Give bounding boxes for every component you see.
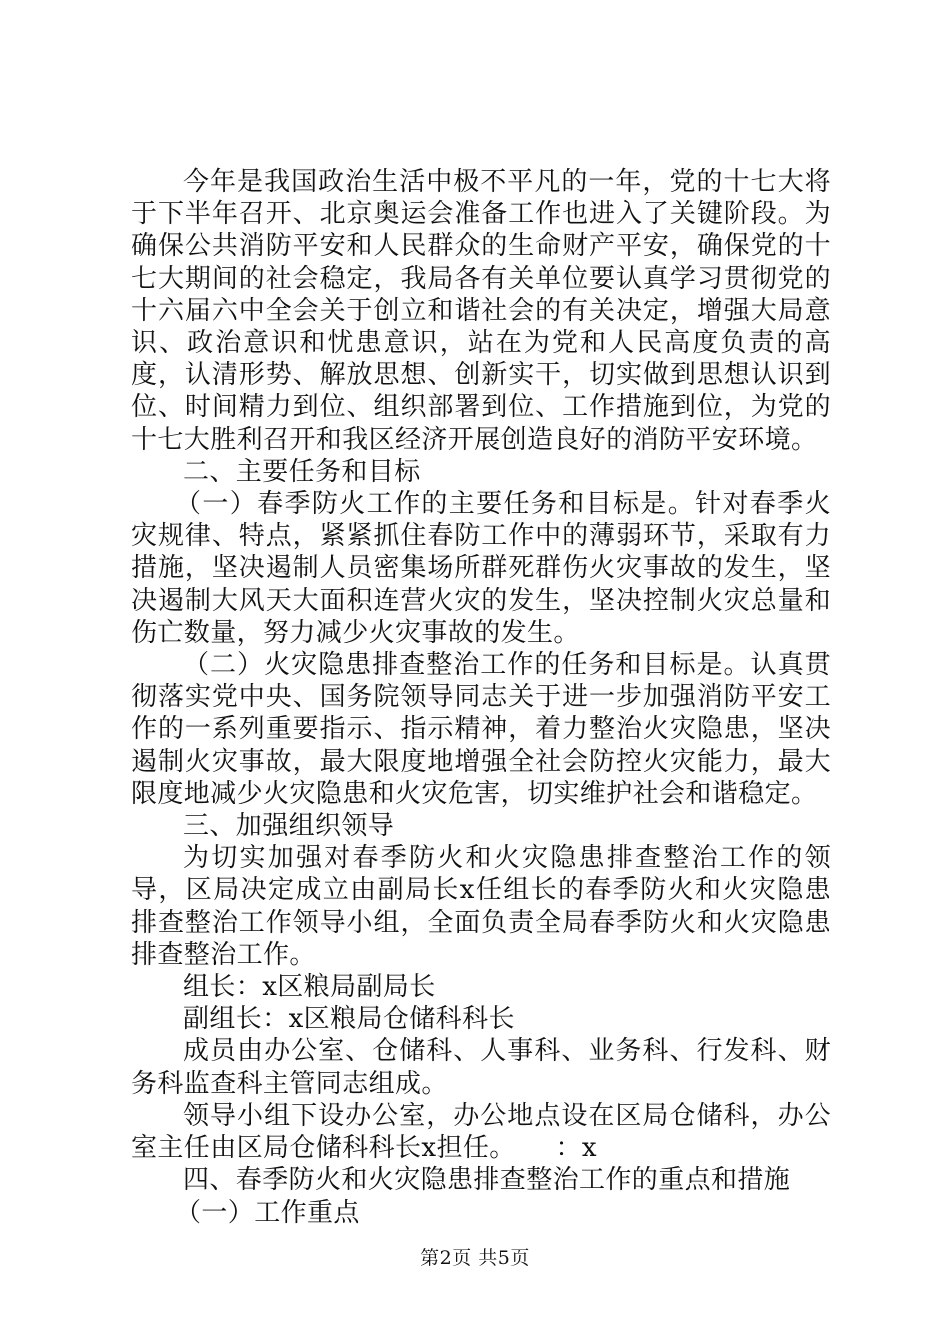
paragraph-task-2: （二）火灾隐患排查整治工作的任务和目标是。认真贯彻落实党中央、国务院领导同志关于进一步加强消防平安工作的一系列重要指示、指示精神，着力整治火灾隐患，坚决遏制火灾事故，最大限度地增强全社会防控火灾能力，最大限度地减少火灾隐患和火灾危害，切实维护社会和谐稳定。 — [131, 650, 831, 809]
section-heading-2: 二、主要任务和目标 — [183, 456, 421, 487]
paragraph-office: 领导小组下设办公室，办公地点设在区局仓储科，办公室主任由区局仓储科科长x担任。 ：x — [131, 1100, 831, 1164]
paragraph-members: 成员由办公室、仓储科、人事科、业务科、行发科、财务科监查科主管同志组成。 — [131, 1036, 831, 1099]
document-body — [131, 166, 831, 1229]
page-footer: 第2页 共5页 — [420, 1247, 530, 1269]
paragraph-task-1: （一）春季防火工作的主要任务和目标是。针对春季火灾规律、特点，紧紧抓住春防工作中的薄弱环节，采取有力措施，坚决遏制人员密集场所群死群伤火灾事故的发生，坚决遏制大风天大面积连营火灾的发生，坚决控制火灾总量和伤亡数量，努力减少火灾事故的发生。 — [131, 489, 831, 648]
paragraph-leadership: 为切实加强对春季防火和火灾隐患排查整治工作的领导，区局决定成立由副局长x任组长的春季防火和火灾隐患排查整治工作领导小组，全面负责全局春季防火和火灾隐患排查整治工作。 — [131, 843, 831, 970]
paragraph-intro: 今年是我国政治生活中极不平凡的一年，党的十七大将于下半年召开、北京奥运会准备工作也进入了关键阶段。为确保公共消防平安和人民群众的生命财产平安，确保党的十七大期间的社会稳定，我局各有关单位要认真学习贯彻党的十六届六中全会关于创立和谐社会的有关决定，增强大局意识、政治意识和忧患意识，站在为党和人民高度负责的高度，认清形势、解放思想、创新实干，切实做到思想认识到位、时间精力到位、组织部署到位、工作措施到位，为党的十七大胜利召开和我区经济开展创造良好的消防平安环境。 — [131, 167, 831, 455]
paragraph-deputy-leader: 副组长：x区粮局仓储科科长 — [183, 1004, 515, 1035]
subsection-heading-work-focus: （一）工作重点 — [175, 1197, 360, 1228]
section-heading-3: 三、加强组织领导 — [183, 811, 395, 842]
section-heading-4: 四、春季防火和火灾隐患排查整治工作的重点和措施 — [183, 1165, 791, 1196]
paragraph-leader: 组长：x区粮局副局长 — [183, 972, 436, 1003]
